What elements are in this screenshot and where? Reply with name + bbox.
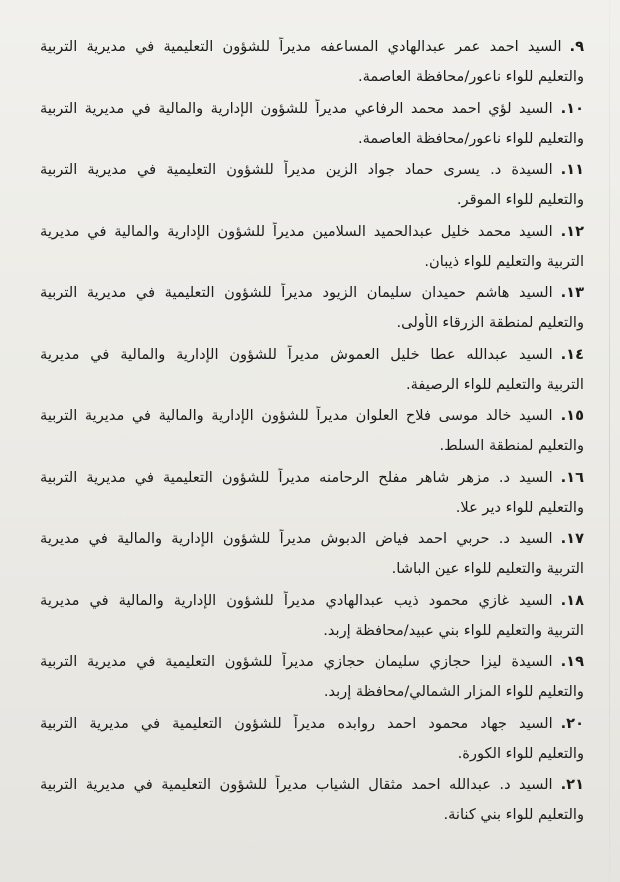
item-number: ١٥. (560, 407, 584, 424)
item-number: ٩. (569, 38, 584, 55)
item-number: ١١. (560, 161, 584, 178)
item-line-2: والتعليم للواء المزار الشمالي/محافظة إربد. (323, 683, 584, 700)
item-line-1 (40, 283, 584, 303)
item-line-2: والتعليم للواء الكورة. (457, 744, 584, 762)
item-text: السيد هاشم حميدان سليمان الزيود مديراً للشؤون التعليمية في مديرية التربية (40, 284, 553, 301)
item-line-2: والتعليم للواء دير علا. (455, 498, 584, 516)
list-item (40, 645, 584, 707)
list-item (40, 399, 584, 461)
item-line-1 (40, 468, 584, 488)
item-text: السيد د. حربي احمد فياض الدبوش مديراً للشؤون الإدارية والمالية في مديرية (40, 530, 553, 547)
item-line-2: والتعليم لمنطقة الزرقاء الأولى. (396, 314, 584, 331)
item-line-1 (40, 714, 584, 734)
item-line-1 (40, 775, 584, 795)
item-line-1 (40, 345, 584, 365)
item-text: السيد احمد عمر عبدالهادي المساعفه مديراً للشؤون التعليمية في مديرية التربية (40, 38, 562, 55)
item-text: السيد خالد موسى فلاح العلوان مديراً للشؤون الإدارية والمالية في مديرية التربية (40, 407, 553, 424)
item-line-2: التربية والتعليم للواء الرصيفة. (405, 375, 584, 393)
item-text: السيد غازي محمود ذيب عبدالهادي مديراً للشؤون الإدارية والمالية في مديرية (40, 591, 553, 609)
list-item (40, 276, 584, 338)
item-line-1 (40, 652, 584, 672)
item-number: ٢١. (560, 776, 584, 793)
item-number: ١٧. (560, 530, 584, 547)
item-line-1 (40, 99, 584, 119)
item-number: ١٨. (560, 591, 584, 609)
item-text: السيد عبدالله عطا خليل العموش مديراً للشؤون الإدارية والمالية في مديرية (40, 345, 553, 363)
item-line-2: التربية والتعليم للواء ذيبان. (424, 252, 584, 270)
item-line-1 (40, 591, 584, 611)
item-text: السيد د. مزهر شاهر مفلح الرحامنه مديراً للشؤون التعليمية في مديرية التربية (40, 468, 553, 486)
list-item (40, 92, 584, 154)
list-item (40, 522, 584, 584)
item-line-2: والتعليم للواء ناعور/محافظة العاصمة. (357, 129, 584, 147)
item-text: السيدة د. يسرى حماد جواد الزين مديراً للشؤون التعليمية في مديرية التربية (40, 161, 553, 178)
item-text: السيدة ليزا حجازي سليمان حجازي مديراً للشؤون التعليمية في مديرية التربية (40, 653, 553, 670)
item-number: ١٦. (560, 468, 584, 486)
item-line-2: والتعليم للواء ناعور/محافظة العاصمة. (357, 68, 584, 85)
list-item (40, 30, 584, 92)
list-item (40, 461, 584, 523)
item-line-1 (40, 406, 584, 426)
item-number: ١٣. (560, 284, 584, 301)
item-number: ١٢. (560, 222, 584, 240)
item-number: ٢٠. (560, 714, 584, 732)
item-line-2: التربية والتعليم للواء عين الباشا. (391, 560, 584, 577)
item-line-1 (40, 529, 584, 549)
item-text: السيد محمد خليل عبدالحميد السلامين مديراً للشؤون الإدارية والمالية في مديرية (40, 222, 553, 240)
item-number: ١٩. (560, 653, 584, 670)
page-fold-shadow (609, 0, 610, 882)
item-line-2: التربية والتعليم للواء بني عبيد/محافظة إربد. (323, 621, 584, 639)
item-line-2: والتعليم لمنطقة السلط. (439, 437, 584, 454)
item-text: السيد د. عبدالله احمد مثقال الشياب مديراً للشؤون التعليمية في مديرية التربية (40, 776, 553, 793)
list-item (40, 768, 584, 830)
item-number: ١٤. (560, 345, 584, 363)
list-item (40, 707, 584, 769)
item-line-2: والتعليم للواء بني كنانة. (443, 806, 584, 823)
list-item (40, 584, 584, 646)
list-item (40, 215, 584, 277)
item-line-2: والتعليم للواء الموقر. (456, 191, 584, 208)
item-line-1 (40, 37, 584, 57)
item-text: السيد لؤي احمد محمد الرفاعي مديراً للشؤون الإدارية والمالية في مديرية التربية (40, 99, 553, 117)
list-item (40, 153, 584, 215)
list-item (40, 338, 584, 400)
item-number: ١٠. (560, 99, 584, 117)
item-text: السيد جهاد محمود احمد روابده مديراً للشؤون التعليمية في مديرية التربية (40, 714, 553, 732)
item-line-1 (40, 160, 584, 180)
item-line-1 (40, 222, 584, 242)
appointment-list (40, 30, 584, 830)
